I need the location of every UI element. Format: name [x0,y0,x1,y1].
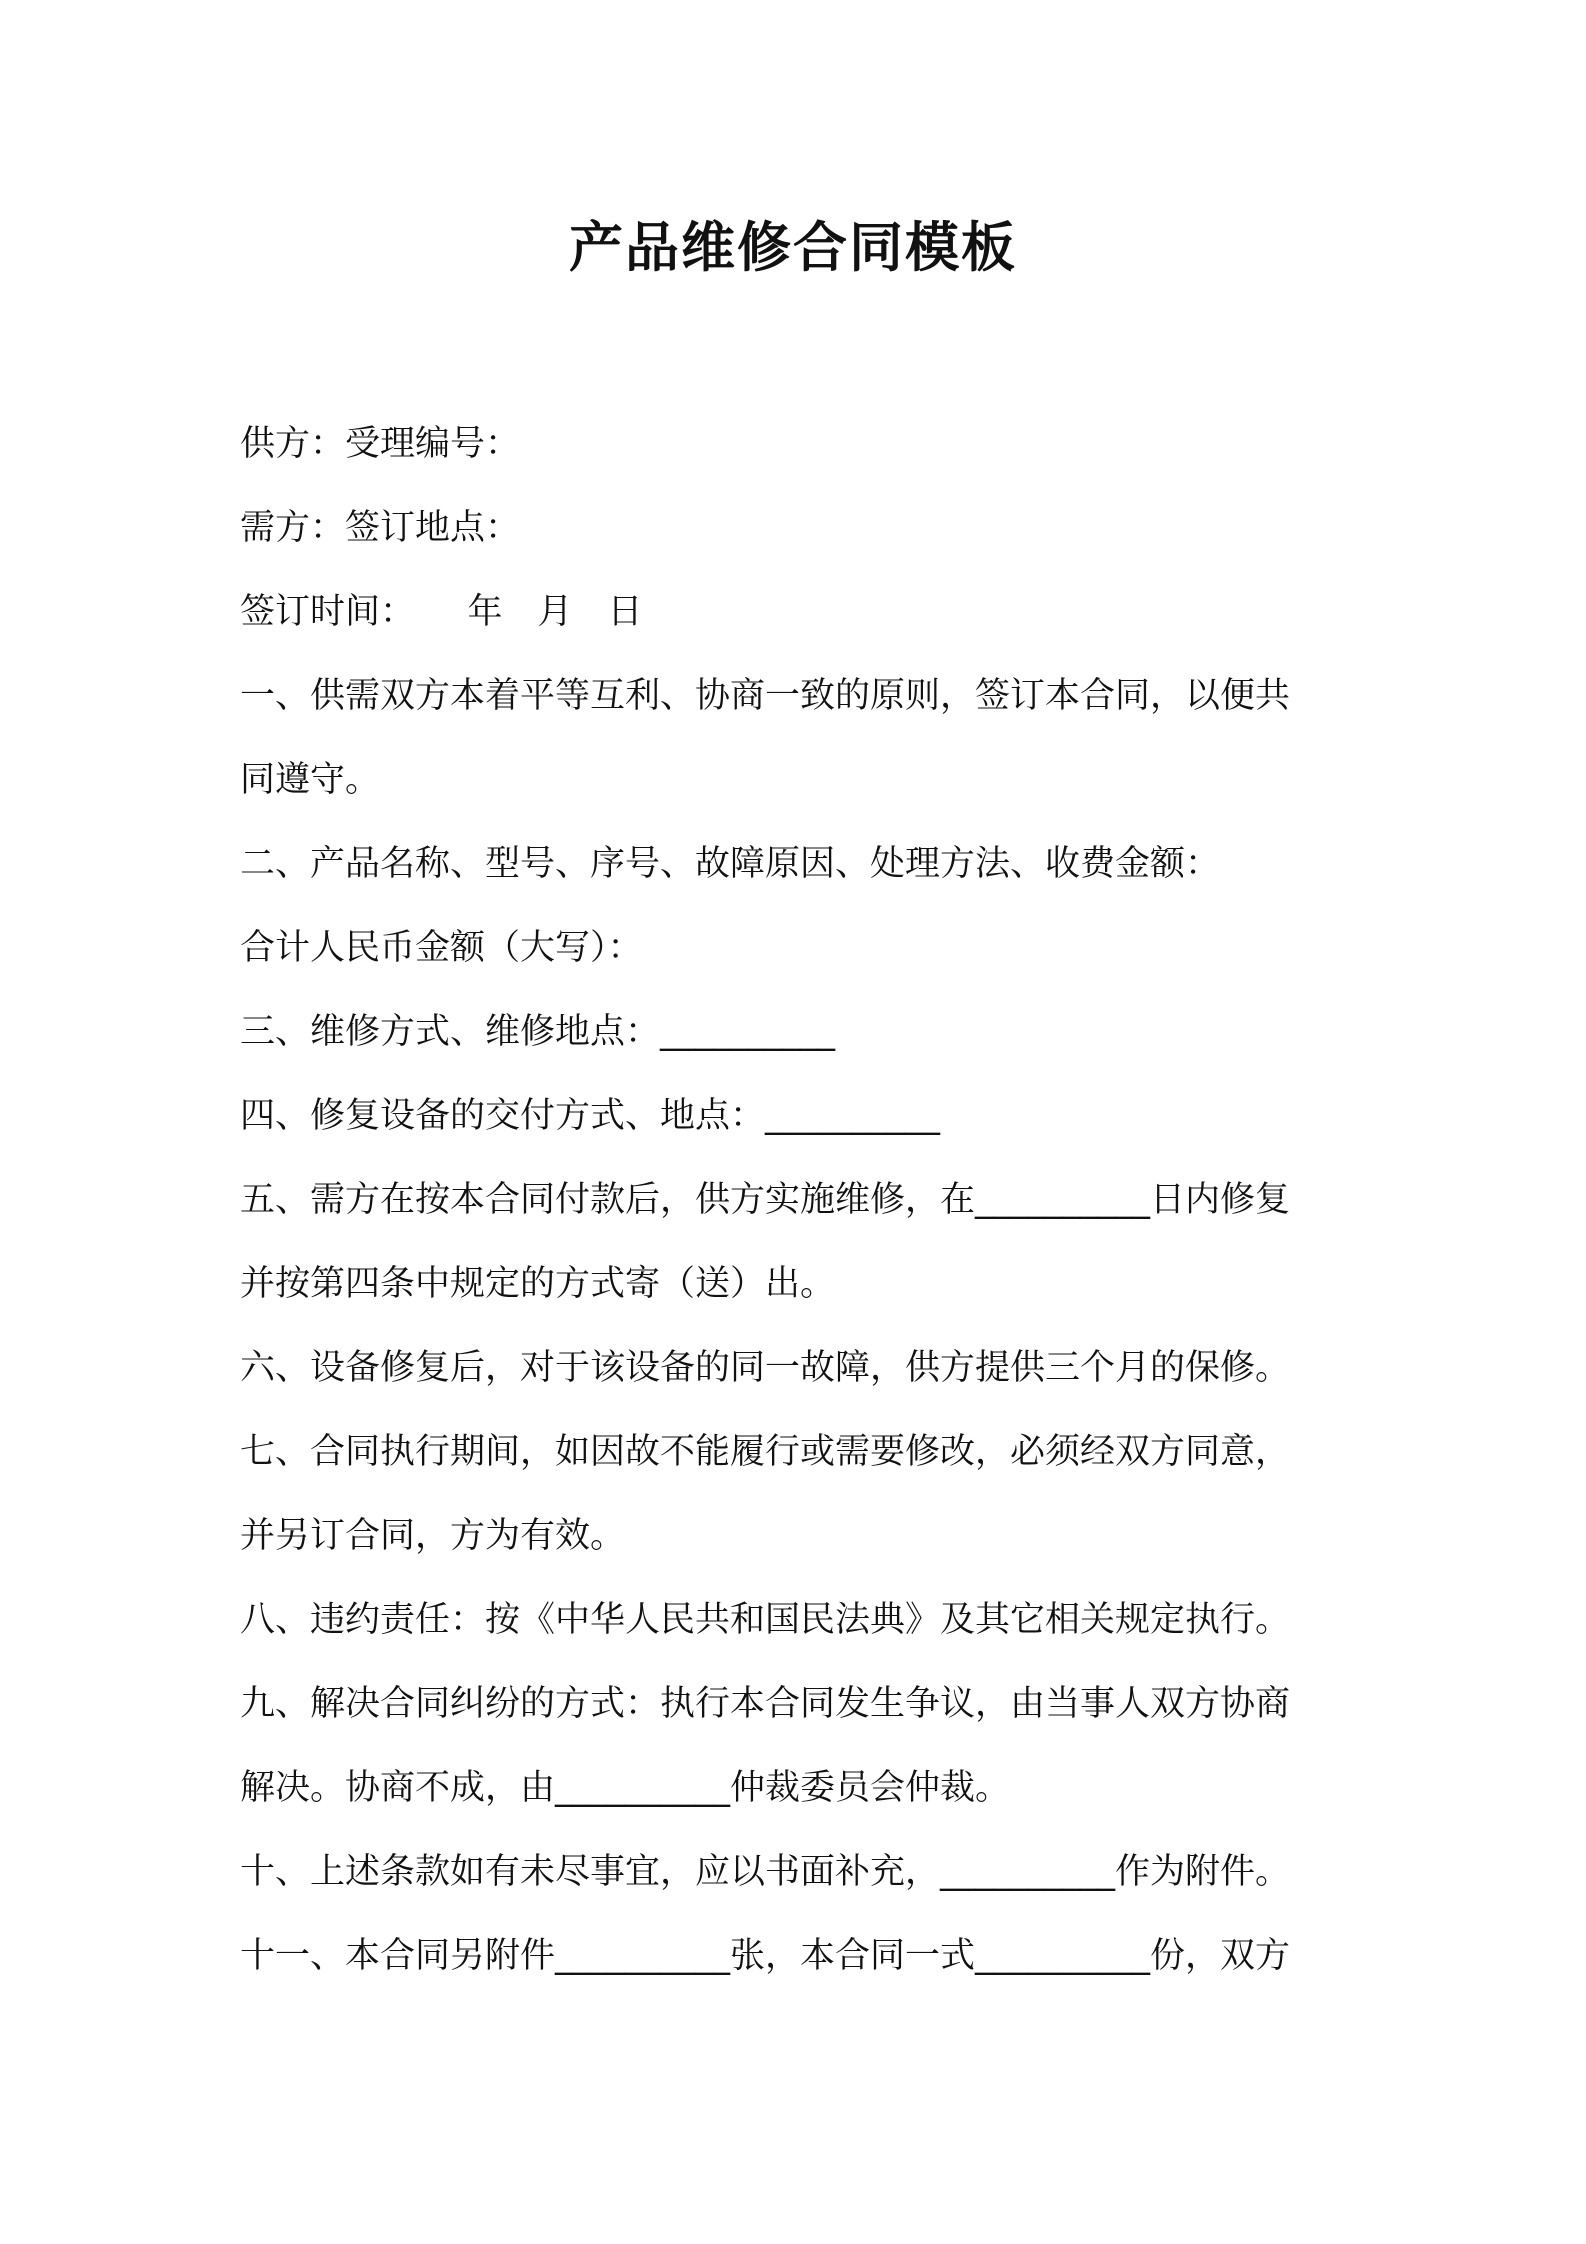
clause-9-line-2: 解决。协商不成，由__________仲裁委员会仲裁。 [240,1768,1011,1808]
document-title: 产品维修合同模板 [569,216,1017,279]
clause-11-line-1: 十一、本合同另附件__________张，本合同一式__________份，双方 [240,1936,1291,1976]
total-amount: 合计人民币金额（大写）： [240,928,643,968]
clause-7-line-2: 并另订合同，方为有效。 [240,1516,626,1556]
clause-8: 八、违约责任：按《中华人民共和国民法典》及其它相关规定执行。 [240,1600,1291,1640]
clause-5-line-2: 并按第四条中规定的方式寄（送）出。 [240,1264,836,1304]
document-body [240,402,1360,1998]
clause-1-line-2: 同遵守。 [240,760,381,800]
clause-5-line-1: 五、需方在按本合同付款后，供方实施维修，在__________日内修复 [240,1180,1291,1220]
clause-9-line-1: 九、解决合同纠纷的方式：执行本合同发生争议，由当事人双方协商 [240,1684,1291,1724]
clause-10: 十、上述条款如有未尽事宜，应以书面补充，__________作为附件。 [240,1852,1291,1892]
line-supplier: 供方：受理编号： [240,424,521,464]
line-buyer: 需方：签订地点： [240,508,521,548]
clause-7-line-1: 七、合同执行期间，如因故不能履行或需要修改，必须经双方同意， [240,1432,1291,1472]
clause-6: 六、设备修复后，对于该设备的同一故障，供方提供三个月的保修。 [240,1348,1291,1388]
clause-3: 三、维修方式、维修地点：__________ [240,1012,836,1052]
line-sign-date: 签订时间： 年 月 日 [240,592,643,632]
clause-1-line-1: 一、供需双方本着平等互利、协商一致的原则，签订本合同，以便共 [240,676,1291,716]
clause-2: 二、产品名称、型号、序号、故障原因、处理方法、收费金额： [240,844,1221,884]
clause-4: 四、修复设备的交付方式、地点：__________ [240,1096,941,1136]
